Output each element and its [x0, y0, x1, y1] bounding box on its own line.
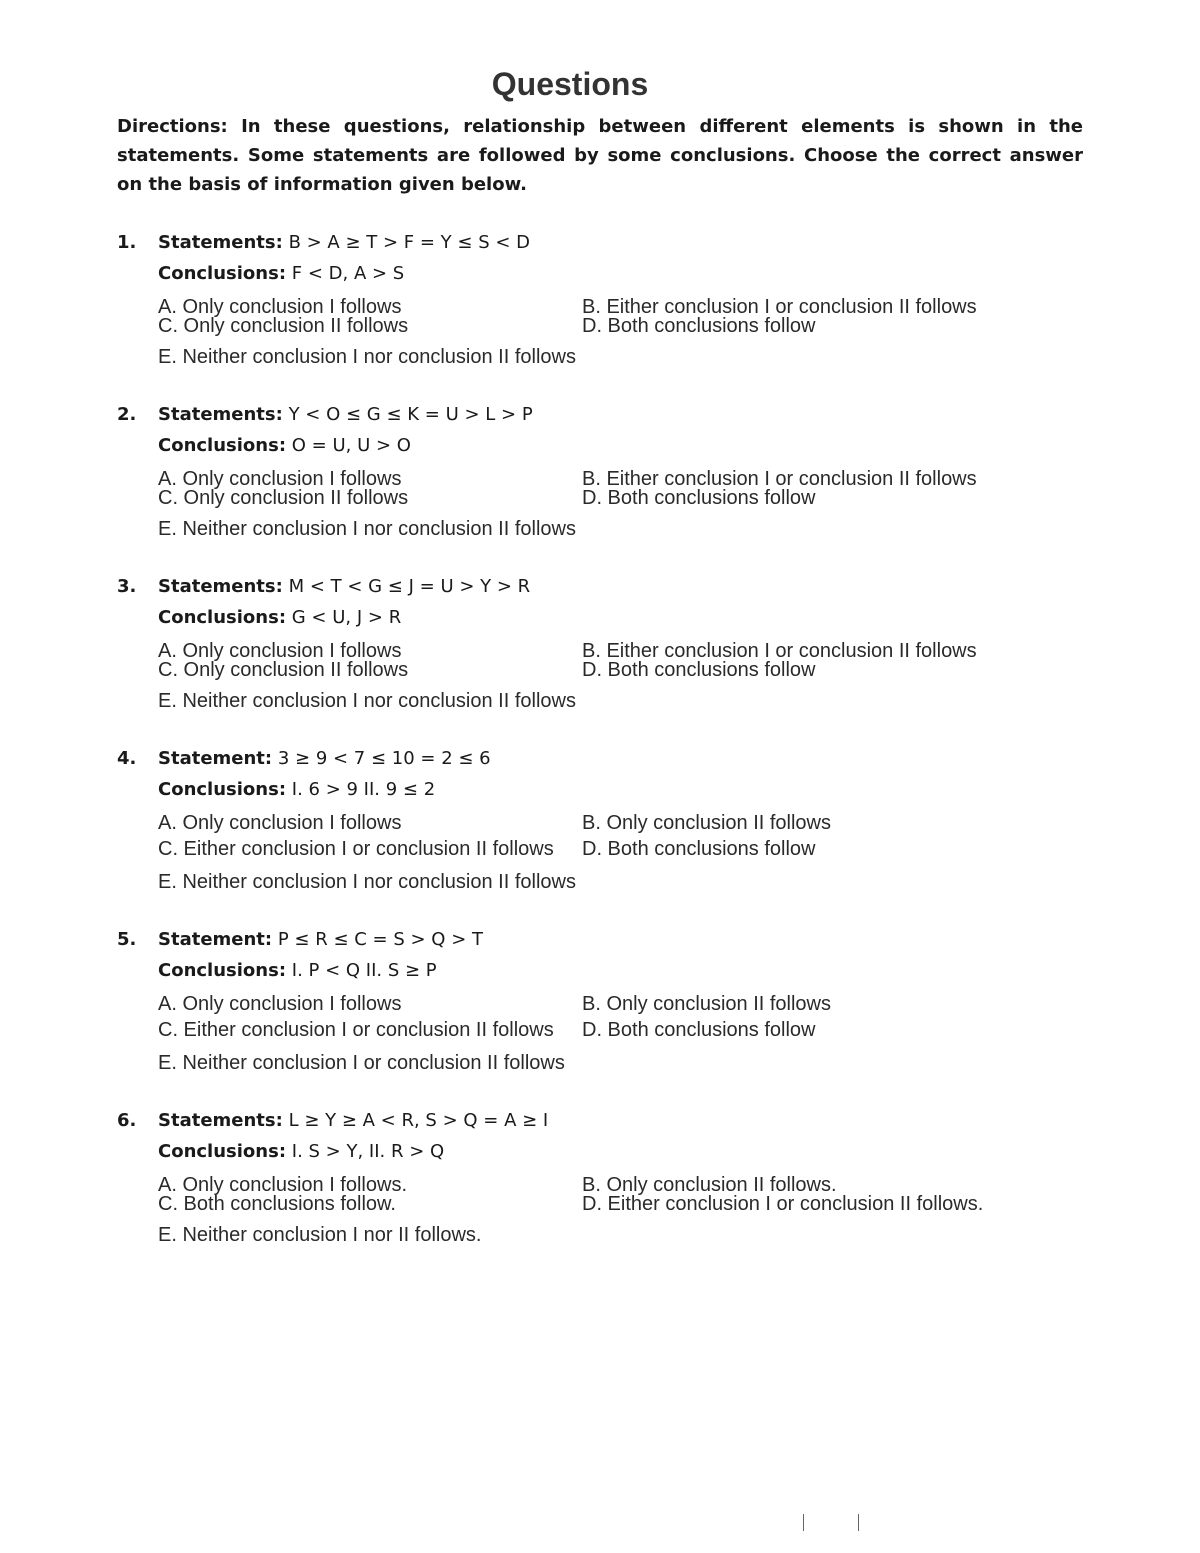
conclusion-label: Conclusions:	[158, 1141, 287, 1162]
statement-text: 3 ≥ 9 < 7 ≤ 10 = 2 ≤ 6	[277, 748, 491, 769]
option-b: B. Either conclusion I or conclusion II follows	[582, 296, 977, 318]
option-a: A. Only conclusion I follows	[158, 993, 402, 1015]
option-a: A. Only conclusion I follows	[158, 640, 402, 662]
conclusion-text: G < U, J > R	[291, 607, 402, 628]
option-a: A. Only conclusion I follows.	[158, 1174, 407, 1196]
option-d: D. Both conclusions follow	[582, 315, 816, 337]
option-e: E. Neither conclusion I nor conclusion II follows	[158, 871, 576, 893]
option-e: E. Neither conclusion I nor conclusion II follows	[158, 346, 576, 368]
option-d: D. Both conclusions follow	[582, 659, 816, 681]
conclusion-line	[158, 960, 437, 981]
directions-text: Directions: In these questions, relationship between different elements is shown in the statements. Some statements are followed by some conclusions. Choose the correct answer on the basis of information given below.	[117, 116, 1083, 195]
option-d: D. Both conclusions follow	[582, 487, 816, 509]
conclusion-line	[158, 607, 401, 628]
statement-label: Statements:	[158, 1110, 283, 1131]
statement-line	[158, 929, 483, 950]
option-a: A. Only conclusion I follows	[158, 812, 402, 834]
statement-text: B > A ≥ T > F = Y ≤ S < D	[288, 232, 531, 253]
statement-text: L ≥ Y ≥ A < R, S > Q = A ≥ I	[288, 1110, 549, 1131]
question-1	[117, 232, 1097, 392]
conclusion-text: I. S > Y, II. R > Q	[291, 1141, 445, 1162]
question-4	[117, 748, 1097, 908]
question-2	[117, 404, 1097, 564]
option-a: A. Only conclusion I follows	[158, 296, 402, 318]
option-b: B. Either conclusion I or conclusion II follows	[582, 468, 977, 490]
option-b: B. Only conclusion II follows	[582, 812, 831, 834]
question-number: 5.	[117, 929, 137, 950]
question-3	[117, 576, 1097, 736]
statement-line	[158, 748, 491, 769]
conclusion-line	[158, 779, 435, 800]
option-e: E. Neither conclusion I nor II follows.	[158, 1224, 482, 1246]
conclusion-text: I. 6 > 9 II. 9 ≤ 2	[291, 779, 436, 800]
option-a: A. Only conclusion I follows	[158, 468, 402, 490]
statement-line	[158, 576, 530, 597]
option-e: E. Neither conclusion I nor conclusion II follows	[158, 518, 576, 540]
conclusion-text: O = U, U > O	[291, 435, 411, 456]
conclusion-label: Conclusions:	[158, 607, 287, 628]
question-6	[117, 1110, 1097, 1270]
option-d: D. Either conclusion I or conclusion II follows.	[582, 1193, 984, 1215]
option-c: C. Either conclusion I or conclusion II follows	[158, 838, 554, 860]
conclusion-text: F < D, A > S	[291, 263, 405, 284]
statement-text: M < T < G ≤ J = U > Y > R	[288, 576, 531, 597]
option-e: E. Neither conclusion I nor conclusion II follows	[158, 690, 576, 712]
conclusion-label: Conclusions:	[158, 435, 287, 456]
conclusion-line	[158, 1141, 444, 1162]
option-c: C. Either conclusion I or conclusion II follows	[158, 1019, 554, 1041]
conclusion-line	[158, 435, 411, 456]
question-number: 6.	[117, 1110, 137, 1131]
statement-line	[158, 232, 530, 253]
option-b: B. Either conclusion I or conclusion II follows	[582, 640, 977, 662]
option-c: C. Only conclusion II follows	[158, 315, 409, 337]
option-c: C. Only conclusion II follows	[158, 659, 409, 681]
question-number: 2.	[117, 404, 137, 425]
question-number: 3.	[117, 576, 137, 597]
question-number: 1.	[117, 232, 137, 253]
statement-label: Statements:	[158, 404, 283, 425]
statement-label: Statement:	[158, 929, 273, 950]
option-d: D. Both conclusions follow	[582, 1019, 816, 1041]
statement-line	[158, 404, 533, 425]
statement-label: Statement:	[158, 748, 273, 769]
statement-text: Y < O ≤ G ≤ K = U > L > P	[288, 404, 533, 425]
option-b: B. Only conclusion II follows.	[582, 1174, 837, 1196]
question-5	[117, 929, 1097, 1089]
footer-separator	[803, 1514, 804, 1531]
option-e: E. Neither conclusion I or conclusion II follows	[158, 1052, 565, 1074]
statement-line	[158, 1110, 548, 1131]
conclusion-label: Conclusions:	[158, 263, 287, 284]
conclusion-line	[158, 263, 404, 284]
question-number: 4.	[117, 748, 137, 769]
option-c: C. Only conclusion II follows	[158, 487, 409, 509]
conclusion-label: Conclusions:	[158, 779, 287, 800]
footer-separator	[858, 1514, 859, 1531]
option-c: C. Both conclusions follow.	[158, 1193, 396, 1215]
statement-label: Statements:	[158, 232, 283, 253]
page-title: Questions	[491, 66, 649, 102]
statement-text: P ≤ R ≤ C = S > Q > T	[277, 929, 483, 950]
conclusion-text: I. P < Q II. S ≥ P	[291, 960, 437, 981]
conclusion-label: Conclusions:	[158, 960, 287, 981]
statement-label: Statements:	[158, 576, 283, 597]
option-b: B. Only conclusion II follows	[582, 993, 831, 1015]
option-d: D. Both conclusions follow	[582, 838, 816, 860]
